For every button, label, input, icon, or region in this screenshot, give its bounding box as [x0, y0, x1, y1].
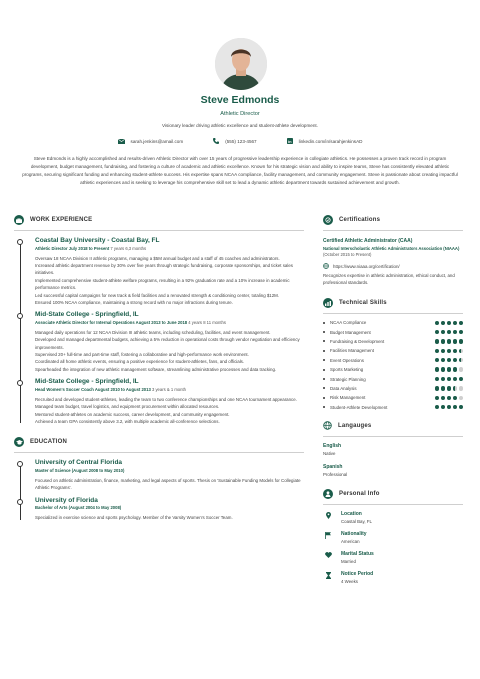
rating-dot	[441, 358, 445, 362]
skill-name	[323, 358, 364, 363]
job-org: Coastal Bay University - Coastal Bay, FL	[35, 237, 160, 244]
contact-email[interactable]	[118, 138, 184, 144]
info-notice-period	[323, 571, 463, 584]
globe-icon	[323, 421, 332, 430]
flag-icon	[325, 532, 331, 539]
bar-chart-icon	[323, 298, 333, 308]
job-role: Associate Athletic Director for Internal Operations August 2013 to June 2018 4 years 8 11 months	[35, 319, 226, 325]
section-title: Personal Info	[339, 490, 380, 497]
rating-dot	[435, 339, 439, 343]
skill-name	[323, 320, 366, 325]
rating-dot	[435, 386, 439, 390]
rating-dot	[435, 349, 439, 353]
skill-name	[323, 386, 357, 391]
contact-linkedin[interactable]	[287, 138, 363, 144]
info-value: Married	[341, 558, 356, 564]
skill-name	[323, 339, 384, 344]
rating-dot	[435, 321, 439, 325]
info-value: 4 Weeks	[341, 578, 359, 584]
email-icon	[118, 139, 125, 144]
job-entry	[35, 311, 304, 373]
job-description: Oversaw 18 NCAA Division II athletic programs, managing a $5M annual budget and a staff of 45 coaches and administrators. Increased athletic department revenue by 30% over five years through strategic fundraising, corporate sponsorships, and ticket sales initiatives. Implemented comprehensive student-athlete welfare programs, resulting in a 92% graduation rate and a 10% increase in academic performance metrics. Led successful capital campaigns for new track & field facilities and a renovated strength & conditioning center, totaling $12M. Ensured 100% NCAA compliance, maintaining a strong record with no major infractions during tenure.	[35, 255, 293, 305]
rating-dot	[435, 330, 439, 334]
bullet	[323, 369, 325, 371]
section-divider	[323, 230, 463, 231]
rating-dot	[441, 339, 445, 343]
contact-bar	[0, 138, 480, 144]
education-entry	[35, 459, 304, 491]
skill-row	[323, 327, 463, 336]
timeline-dot	[17, 499, 23, 505]
language-entry	[323, 443, 463, 456]
info-label: Location	[341, 510, 362, 517]
rating-dot	[459, 349, 463, 353]
rating-dot	[459, 377, 463, 381]
rating-dot	[435, 405, 439, 409]
rating-dot	[447, 349, 451, 353]
rating-dot	[435, 367, 439, 371]
certification-org: National Interscholastic Athletic Administrators Association (NIAAA) (October 2015 to Present)	[323, 246, 460, 257]
section-title: Langauges	[338, 422, 372, 429]
phone-icon	[213, 138, 219, 144]
language-name: English	[323, 442, 342, 449]
skill-row	[323, 337, 463, 346]
bullet	[323, 340, 325, 342]
skill-rating	[435, 386, 463, 390]
job-role: Head Women's Soccer Coach August 2010 to August 2013 3 years & 1 month	[35, 386, 186, 392]
school-name: University of Central Florida	[35, 459, 123, 467]
rating-dot	[459, 330, 463, 334]
skill-row	[323, 403, 463, 412]
skill-row	[323, 393, 463, 402]
rating-dot	[453, 321, 457, 325]
language-name: Spanish	[323, 463, 343, 470]
certificate-icon	[323, 215, 333, 225]
section-divider	[323, 313, 463, 314]
rating-dot	[447, 386, 451, 390]
timeline-dot	[17, 239, 23, 245]
rating-dot	[447, 321, 451, 325]
bullet	[323, 406, 325, 408]
rating-dot	[447, 396, 451, 400]
rating-dot	[453, 349, 457, 353]
bullet	[323, 322, 325, 324]
rating-dot	[441, 386, 445, 390]
svg-text:in: in	[287, 138, 292, 144]
degree: Bachelor of Arts (August 2004 to May 2008)	[35, 505, 122, 511]
bullet	[323, 378, 325, 380]
job-org: Mid-State College - Springfield, IL	[35, 378, 139, 386]
skill-label: Student-Athlete Development	[330, 404, 388, 410]
language-entry	[323, 464, 463, 477]
rating-dot	[441, 367, 445, 371]
rating-dot	[441, 405, 445, 409]
bullet	[323, 350, 325, 352]
section-divider	[14, 230, 304, 231]
skill-name	[323, 395, 365, 400]
job-role: Athletic Director July 2018 to Present 7 years 6,3 months	[35, 245, 147, 251]
skill-label: Strategic Planning	[330, 376, 366, 382]
skill-row	[323, 318, 463, 327]
graduation-cap-icon	[14, 437, 24, 447]
skill-rating	[435, 349, 463, 353]
skill-label: Data Analysis	[330, 385, 357, 391]
info-value: American	[341, 538, 360, 544]
skill-row	[323, 374, 463, 383]
rating-dot	[453, 330, 457, 334]
rating-dot	[441, 396, 445, 400]
timeline-dot	[17, 380, 23, 386]
bullet	[323, 397, 325, 399]
heart-icon	[325, 552, 332, 558]
education-entry	[35, 497, 304, 522]
rating-dot	[459, 358, 463, 362]
linkedin-text: linkedin.com/in/sarahjenkinsAD	[298, 138, 363, 144]
rating-dot	[447, 339, 451, 343]
rating-dot	[441, 330, 445, 334]
rating-dot	[453, 386, 457, 390]
rating-dot	[459, 386, 463, 390]
skill-rating	[435, 367, 463, 371]
job-entry	[35, 378, 304, 425]
rating-dot	[447, 330, 451, 334]
certification-url: https://www.niaaa.org/certification/	[333, 263, 400, 269]
timeline-dot	[17, 461, 23, 467]
tagline: Visionary leader driving athletic excellence and student-athlete development.	[162, 123, 318, 128]
info-location	[323, 511, 463, 524]
info-nationality	[323, 531, 463, 544]
profile-photo	[215, 38, 267, 90]
rating-dot	[453, 405, 457, 409]
location-pin-icon	[326, 512, 331, 519]
education-header	[14, 435, 304, 449]
rating-dot	[435, 358, 439, 362]
work-experience-header	[14, 213, 304, 227]
skill-rating	[435, 405, 463, 409]
bullet	[323, 359, 325, 361]
info-label: Notice Period	[341, 570, 374, 577]
right-column	[323, 213, 463, 584]
bullet	[323, 387, 325, 389]
rating-dot	[447, 358, 451, 362]
rating-dot	[453, 396, 457, 400]
section-title: Technical Skills	[339, 300, 387, 306]
rating-dot	[459, 396, 463, 400]
info-label: Marital Status	[341, 550, 374, 557]
experience-timeline	[14, 237, 304, 425]
skill-name	[323, 377, 366, 382]
skill-label: Risk Management	[330, 395, 366, 401]
skill-name	[323, 367, 363, 372]
skills-list	[323, 318, 463, 412]
skill-row	[323, 356, 463, 365]
degree: Master of Science (August 2008 to May 2010)	[35, 467, 125, 473]
skill-label: Sports Marketing	[330, 367, 364, 373]
skill-label: Fundraising & Development	[330, 338, 385, 344]
rating-dot	[447, 377, 451, 381]
skill-label: Facilities Management	[330, 348, 374, 354]
job-title: Athletic Director	[220, 111, 260, 117]
section-divider	[323, 504, 463, 505]
certifications-header	[323, 213, 463, 227]
skill-rating	[435, 339, 463, 343]
info-value: Coastal Bay, FL	[341, 518, 372, 524]
rating-dot	[459, 339, 463, 343]
briefcase-icon	[14, 215, 24, 225]
skill-rating	[435, 396, 463, 400]
rating-dot	[453, 339, 457, 343]
skill-label: Event Operations	[330, 357, 364, 363]
job-entry	[35, 237, 304, 306]
rating-dot	[447, 367, 451, 371]
rating-dot	[441, 321, 445, 325]
info-label: Nationality	[341, 530, 367, 537]
skill-row	[323, 346, 463, 355]
section-title: EDUCATION	[30, 439, 68, 446]
rating-dot	[453, 358, 457, 362]
skill-label: Budget Management	[330, 329, 371, 335]
education-timeline	[14, 459, 304, 521]
user-icon	[323, 489, 333, 499]
bullet	[323, 331, 325, 333]
skill-row	[323, 365, 463, 374]
certification-name: Certified Athletic Administrator (CAA)	[323, 238, 413, 244]
contact-phone[interactable]	[213, 138, 256, 144]
rating-dot	[435, 377, 439, 381]
skill-name	[323, 405, 387, 410]
job-org: Mid-State College - Springfield, IL	[35, 311, 139, 319]
left-column	[14, 213, 304, 522]
skill-name	[323, 330, 371, 335]
language-level: Professional	[323, 471, 348, 477]
job-description: Recruited and developed student-athletes, leading the team to two conference championships and one NCAA tournament appearance. Managed team budget, travel logistics, and equipment procurement within allocated resources. Mentored student-athletes on academic success, career development, and community engagement. Achieved a team GPA consistently above 3.2, with multiple academic all-conference selections.	[35, 396, 297, 424]
skill-rating	[435, 330, 463, 334]
hourglass-icon	[326, 572, 331, 579]
candidate-name: Steve Edmonds	[200, 94, 280, 106]
skill-row	[323, 384, 463, 393]
info-marital-status	[323, 551, 463, 564]
school-name: University of Florida	[35, 496, 98, 504]
linkedin-icon	[287, 138, 293, 144]
rating-dot	[441, 349, 445, 353]
certification-link[interactable]	[323, 263, 463, 269]
personal-info-header	[323, 487, 463, 501]
section-divider	[323, 436, 463, 437]
education-description: Specialized in exercise science and sports psychology. Member of the Varsity Women's Soccer Team.	[35, 515, 233, 521]
profile-summary: Steve Edmonds is a highly accomplished and results-driven Athletic Director with over 15 years of progressive leadership experience in collegiate athletics. He possesses a proven track record in program development, budget management, fundraising, and fostering a culture of academic and athletic excellence. Known for his strategic vision and ability to inspire teams, Steve has consistently elevated athletic programs, securing significant funding and enhancing student-athlete success. His expertise spans NCAA compliance, facility management, and community engagement. Steve is passionate about creating impactful athletic experiences and is seeking to leverage his comprehensive skill set to lead a dynamic athletic department towards sustained achievement and growth.	[22, 156, 458, 185]
globe-icon	[323, 263, 329, 269]
certification-description: Recognizes expertise in athletic administration, ethical conduct, and professional standards.	[323, 273, 455, 285]
rating-dot	[435, 396, 439, 400]
rating-dot	[459, 321, 463, 325]
language-level: Native	[323, 450, 336, 456]
section-title: Certifications	[339, 217, 381, 223]
rating-dot	[459, 367, 463, 371]
skill-name	[323, 348, 374, 353]
skill-rating	[435, 321, 463, 325]
email-text: sarah.jenkins@amail.com	[130, 138, 184, 144]
job-description: Managed daily operations for 12 NCAA Division III athletic teams, including scheduling, facilities, and event management. Developed and managed departmental budgets, achieving a 5% reduction in operational costs through vendor negotiation and efficiency improvements. Supervised 20+ full-time and part-time staff, fostering a collaborative and high-performance work environment. Coordinated all home athletic events, ensuring a positive experience for student-athletes, fans, and officials. Spearheaded the integration of new athletic management software, streamlining administrative processes and data tracking.	[35, 329, 300, 372]
rating-dot	[459, 405, 463, 409]
rating-dot	[453, 377, 457, 381]
skill-rating	[435, 377, 463, 381]
skill-rating	[435, 358, 463, 362]
rating-dot	[453, 367, 457, 371]
languages-header	[323, 419, 463, 433]
timeline-dot	[17, 313, 23, 319]
skill-label: NCAA Compliance	[330, 320, 367, 326]
section-title: WORK EXPERIENCE	[30, 217, 93, 223]
rating-dot	[441, 377, 445, 381]
phone-text: (555) 123-4567	[225, 138, 257, 144]
skills-header	[323, 296, 463, 310]
education-description: Focused on athletic administration, finance, marketing, and legal aspects of sports. Thesis on 'Sustainable Funding Models for Collegiate Athletic Programs'.	[35, 477, 301, 491]
rating-dot	[447, 405, 451, 409]
section-divider	[14, 452, 304, 453]
